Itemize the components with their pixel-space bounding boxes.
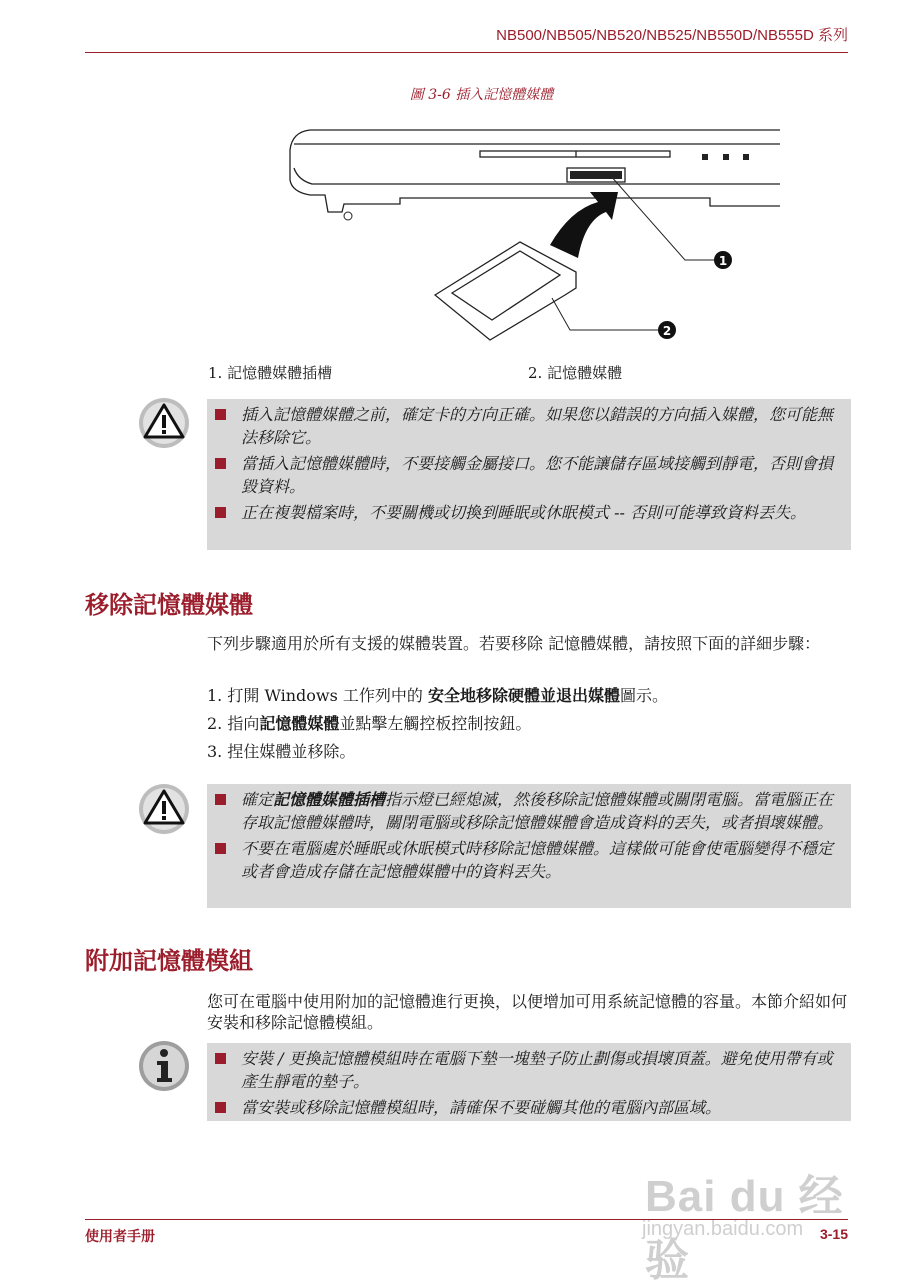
list-item: 插入記憶體媒體之前，確定卡的方向正確。如果您以錯誤的方向插入媒體，您可能無法移除它。 [213, 403, 843, 449]
warning-icon [138, 783, 190, 835]
warning-box-2 [207, 784, 851, 908]
watermark-logo: Bai du 经验 [645, 1172, 844, 1285]
step-3: 3. 捏住媒體並移除。 [207, 742, 356, 761]
list-item: 正在複製檔案時，不要關機或切換到睡眠或休眠模式 -- 否則可能導致資料丟失。 [213, 501, 843, 524]
sd-card-insertion-illustration [280, 120, 780, 350]
warning-icon [138, 397, 190, 449]
section2-intro: 您可在電腦中使用附加的記憶體進行更換，以便增加可用系統記憶體的容量。本節介紹如何安裝和移除記憶體模組。 [207, 992, 848, 1032]
list-item: 當安裝或移除記憶體模組時，請確保不要碰觸其他的電腦內部區域。 [213, 1096, 843, 1119]
callout-2: 2 [662, 324, 672, 338]
page-number: 3-15 [819, 1226, 848, 1242]
watermark-url: jingyan.baidu.com [642, 1218, 804, 1240]
list-item: 當插入記憶體媒體時，不要接觸金屬接口。您不能讓儲存區域接觸到靜電，否則會損毀資料。 [213, 452, 843, 498]
page-header [85, 24, 848, 53]
page-footer [85, 1219, 848, 1246]
info-icon [138, 1040, 190, 1092]
section-title-add-memory: 附加記憶體模組 [85, 947, 253, 975]
warning-box-1 [207, 399, 851, 550]
series-title: NB500/NB505/NB520/NB525/NB550D/NB555D 系列 [496, 27, 848, 44]
list-item: 安裝 / 更換記憶體模組時在電腦下墊一塊墊子防止劃傷或損壞頂蓋。避免使用帶有或產生靜電的墊子。 [213, 1047, 843, 1093]
info-box [207, 1043, 851, 1121]
legend-item-1: 1. 記憶體媒體插槽 [208, 364, 333, 382]
legend-item-2: 2. 記憶體媒體 [528, 364, 623, 382]
footer-title: 使用者手册 [85, 1228, 155, 1244]
step-1: 1. 打開 Windows 工作列中的 安全地移除硬體並退出媒體圖示。 [207, 686, 669, 705]
section1-intro: 下列步驟適用於所有支援的媒體裝置。若要移除 記憶體媒體，請按照下面的詳細步驟： [207, 634, 821, 653]
list-item: 確定記憶體媒體插槽指示燈已經熄滅，然後移除記憶體媒體或關閉電腦。當電腦正在存取記憶體媒體時，關閉電腦或移除記憶體媒體會造成資料的丟失，或者損壞媒體。 [213, 788, 843, 834]
section-title-remove-media: 移除記憶體媒體 [85, 591, 253, 619]
figure-caption: 圖 3-6 插入記憶體媒體 [409, 87, 554, 103]
step-2: 2. 指向記憶體媒體並點擊左觸控板控制按鈕。 [207, 714, 532, 733]
list-item: 不要在電腦處於睡眠或休眠模式時移除記憶體媒體。這樣做可能會使電腦變得不穩定或者會造成存儲在記憶體媒體中的資料丟失。 [213, 837, 843, 883]
callout-1: 1 [718, 254, 728, 268]
